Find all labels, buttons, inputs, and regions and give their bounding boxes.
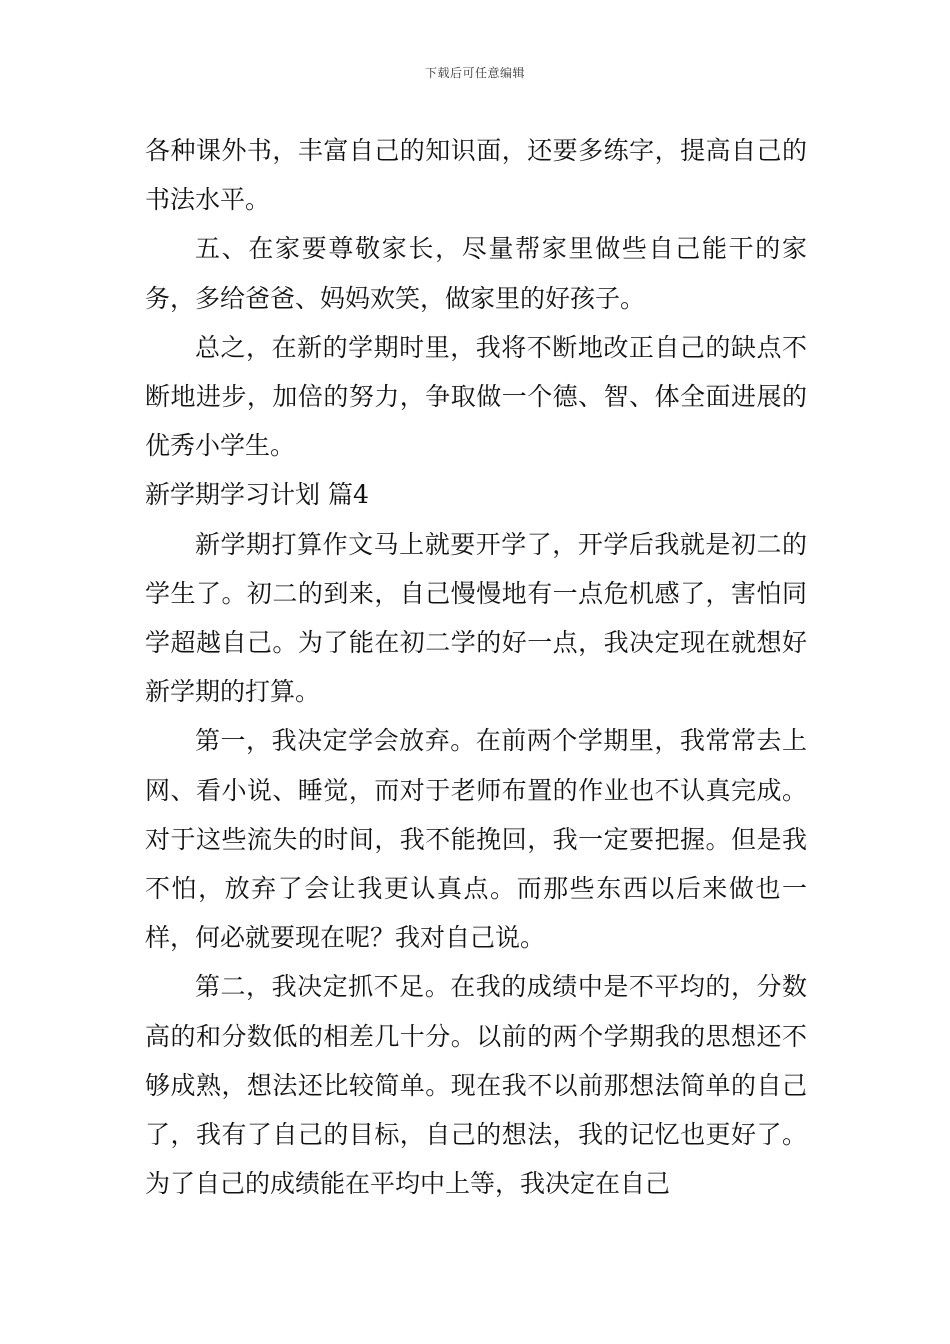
paragraph-intro: 新学期打算作文马上就要开学了，开学后我就是初二的学生了。初二的到来，自己慢慢地有一点危机感了，害怕同学超越自己。为了能在初二学的好一点，我决定现在就想好新学期的打算。 <box>145 529 807 707</box>
paragraph-second-point: 第二，我决定抓不足。在我的成绩中是不平均的，分数高的和分数低的相差几十分。以前的两个学期我的思想还不够成熟，想法还比较简单。现在我不以前那想法简单的自己了，我有了自己的目标，自己的想法，我的记忆也更好了。为了自己的成绩能在平均中上等，我决定在自己 <box>145 972 807 1199</box>
paragraph-five: 五、在家要尊敬家长，尽量帮家里做些自己能干的家务，多给爸爸、妈妈欢笑，做家里的好孩子。 <box>145 234 807 313</box>
paragraph-summary: 总之，在新的学期时里，我将不断地改正自己的缺点不断地进步，加倍的努力，争取做一个德、智、体全面进展的优秀小学生。 <box>145 332 807 461</box>
document-body <box>145 126 807 1208</box>
paragraph-first-point: 第一，我决定学会放弃。在前两个学期里，我常常去上网、看小说、睡觉，而对于老师布置的作业也不认真完成。对于这些流失的时间，我不能挽回，我一定要把握。但是我不怕，放弃了会让我更认真点。而那些东西以后来做也一样，何必就要现在呢？我对自己说。 <box>145 726 807 953</box>
section-heading: 新学期学习计划 篇4 <box>145 480 369 510</box>
paragraph-continuation: 各种课外书，丰富自己的知识面，还要多练字，提高自己的书法水平。 <box>145 136 807 215</box>
page-header: 下载后可任意编辑 <box>424 66 525 80</box>
